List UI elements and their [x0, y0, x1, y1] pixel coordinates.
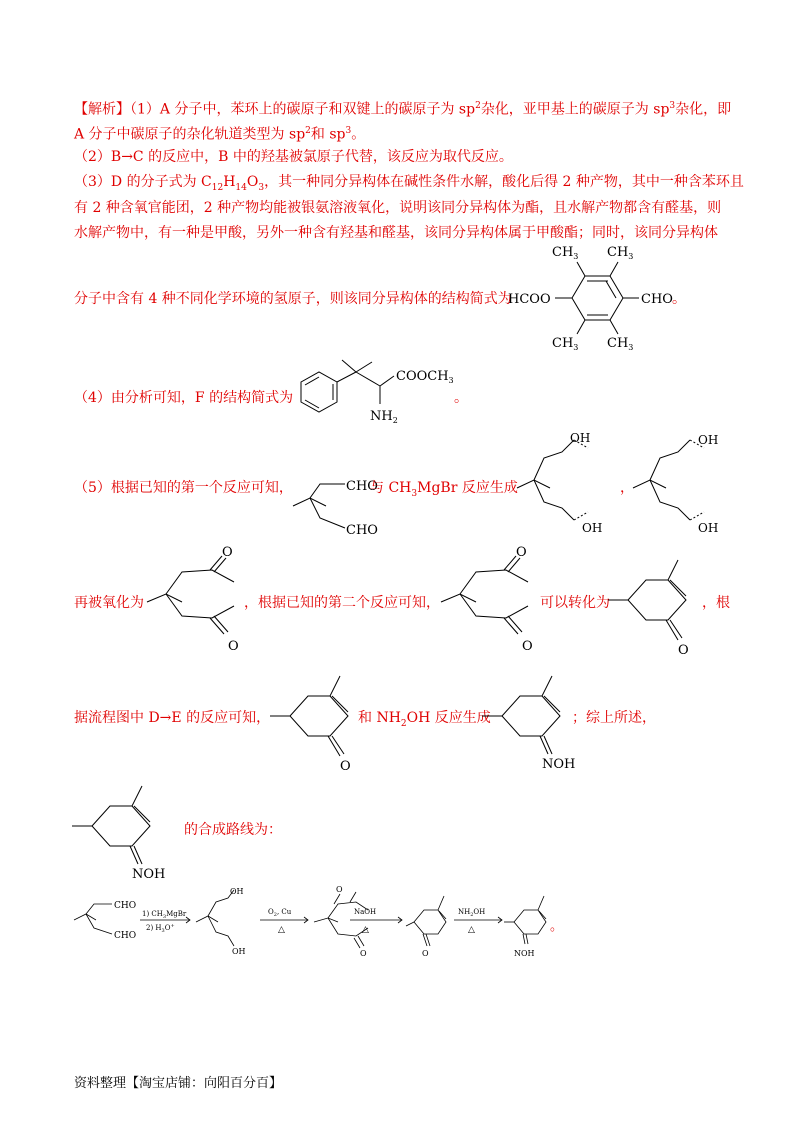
naoh-label: NaOH: [354, 908, 377, 916]
sub: 2: [392, 416, 398, 425]
sup: 3: [345, 126, 352, 136]
text: MgBr: [166, 910, 187, 918]
diol-structure-1: [512, 430, 612, 540]
sub: 3: [411, 488, 418, 499]
noh-label: NOH: [514, 949, 535, 958]
ch3-2: CH: [607, 245, 629, 260]
text: A 分子中碳原子的杂化轨道类型为 sp: [74, 126, 306, 143]
oh-1: OH: [230, 887, 244, 896]
sub: 12: [211, 182, 224, 193]
text: ，根: [702, 595, 730, 611]
text: H: [223, 174, 236, 190]
sup: 3: [669, 101, 676, 111]
svg-text:CH3: [552, 245, 578, 261]
oh-2: OH: [698, 521, 719, 535]
text: （3）D 的分子式为 C: [74, 174, 212, 190]
text: O: [164, 924, 171, 932]
diketone-structure-1: [142, 544, 252, 656]
analysis-line-7: 分子中含有 4 种不同化学环境的氢原子，则该同分异构体的结构简式为: [74, 291, 512, 307]
analysis-line-5: 有 2 种含氧官能团，2 种产物均能被银氨溶液氧化，说明该同分异构体为酯，且水解产物都含有醛基，则: [74, 200, 722, 216]
hcoo-label: HCOO: [508, 292, 551, 307]
oh-2: OH: [582, 521, 603, 535]
oxime-structure-2: [70, 770, 180, 882]
analysis-line-11: 据流程图中 D→E 的反应可知，: [74, 710, 271, 726]
analysis-line-9: （5）根据已知的第一个反应可知，: [74, 480, 293, 496]
delta-3: △: [468, 925, 475, 935]
o-2: O: [522, 639, 533, 654]
sub: 3: [573, 252, 579, 261]
text: O: [246, 174, 259, 190]
text: 1) CH: [142, 910, 163, 918]
ch3-3: CH: [552, 336, 574, 351]
delta-1: △: [278, 925, 285, 935]
text: ，根据已知的第二个反应可知，: [244, 595, 440, 611]
text: NH: [458, 908, 471, 916]
analysis-line-2: [74, 121, 365, 145]
svg-text:2) H3O+: [146, 923, 175, 934]
text: 可以转化为: [540, 595, 610, 611]
sub: 3: [628, 252, 634, 261]
sub: 14: [235, 182, 247, 193]
text: ，其一种同分异构体在碱性条件水解，酸化后得 2 种产物，其中一种含苯环且: [264, 174, 744, 190]
o-2: O: [228, 639, 239, 654]
text: 与 CH: [370, 480, 412, 496]
sub: 3: [573, 343, 579, 352]
oh-1: OH: [570, 431, 591, 445]
sub: 3: [162, 914, 167, 920]
svg-text:1) CH3MgBr: [142, 910, 187, 920]
reagent-text: [370, 478, 518, 504]
sup: +: [170, 923, 175, 929]
text: ；综上所述，: [572, 710, 656, 726]
sub: 3: [161, 928, 165, 934]
text: 。: [351, 126, 366, 143]
text: OH 反应生成: [406, 710, 491, 726]
o-3: O: [422, 949, 429, 958]
analysis-line-1: [74, 96, 731, 120]
ch3-1: CH: [552, 245, 574, 260]
text: O: [268, 908, 274, 916]
period: 。: [550, 919, 564, 934]
o-1: O: [340, 759, 351, 774]
cho-2: CHO: [114, 931, 137, 941]
sub: 3: [628, 343, 634, 352]
sub: 2: [470, 912, 474, 918]
text: MgBr 反应生成: [417, 480, 518, 496]
o-2: O: [360, 949, 367, 958]
oh-2: OH: [232, 947, 246, 956]
o-1: O: [222, 545, 233, 560]
footer: 资料整理【淘宝店铺：向阳百分百】: [74, 1076, 283, 1091]
noh-label: NOH: [542, 757, 576, 772]
analysis-tag: 【解析】: [74, 101, 130, 118]
text: , Cu: [276, 908, 292, 916]
analysis-line-10: 再被氧化为: [74, 595, 144, 611]
text: 的合成路线为：: [184, 822, 282, 838]
ch3-4: CH: [607, 336, 629, 351]
oh-1: OH: [698, 433, 719, 447]
period: 。: [672, 291, 686, 307]
svg-text:CH3: [607, 336, 633, 352]
diol-structure-2: [628, 430, 728, 540]
o-1: O: [336, 885, 343, 894]
text: 2) H: [146, 924, 162, 932]
cyclohexenone-structure-2: [268, 660, 368, 772]
cho-1: CHO: [346, 479, 378, 494]
cho-label: CHO: [641, 292, 673, 307]
analysis-line-3: （2）B→C 的反应中，B 中的羟基被氯原子代替，该反应为取代反应。: [74, 149, 513, 165]
reagent-text: [358, 708, 491, 734]
o-1: O: [516, 545, 527, 560]
sub: 3: [448, 376, 454, 385]
analysis-line-6: 水解产物中，有一种是甲酸，另外一种含有羟基和醛基，该同分异构体属于甲酸酯；同时，该同分异构体: [74, 225, 718, 241]
analysis-line-8: （4）由分析可知，F 的结构简式为: [74, 390, 294, 406]
sup: 2: [305, 126, 311, 136]
delta-2: △: [362, 925, 369, 935]
analysis-line-4: [74, 172, 744, 198]
svg-text:NH2OH: [458, 908, 485, 918]
nh2-label: NH: [370, 409, 393, 424]
text: 和 sp: [310, 126, 346, 143]
cho-2: CHO: [346, 523, 378, 538]
svg-text:CH3: [552, 336, 578, 352]
svg-text:O2, Cu: [268, 908, 292, 918]
sub: 2: [273, 912, 277, 918]
svg-text:CH3: [607, 245, 633, 261]
text: 和 NH: [358, 710, 401, 726]
cooch3-label: COOCH: [396, 369, 449, 384]
cyclohexenone-structure: [606, 544, 706, 656]
period: 。: [454, 390, 468, 406]
diketone-structure-2: [436, 544, 546, 656]
sup: 2: [475, 101, 481, 111]
sub: 2: [400, 718, 407, 729]
text: 杂化，即: [675, 101, 732, 118]
synthesis-route: [72, 878, 572, 978]
svg-text:NH2: [370, 409, 398, 425]
cho-1: CHO: [114, 901, 137, 911]
dialdehyde-structure: [290, 472, 380, 542]
svg-text:COOCH3: [396, 369, 454, 385]
sub: 3: [258, 182, 265, 193]
noh-label: NOH: [132, 867, 166, 882]
hcoo-benzene-cho-structure: [505, 244, 690, 352]
o-1: O: [678, 643, 689, 658]
text: 杂化，亚甲基上的碳原子为 sp: [480, 101, 670, 118]
comma: ，: [620, 480, 634, 496]
text: OH: [473, 908, 486, 916]
text: （1）A 分子中，苯环上的碳原子和双键上的碳原子为 sp: [130, 101, 476, 118]
